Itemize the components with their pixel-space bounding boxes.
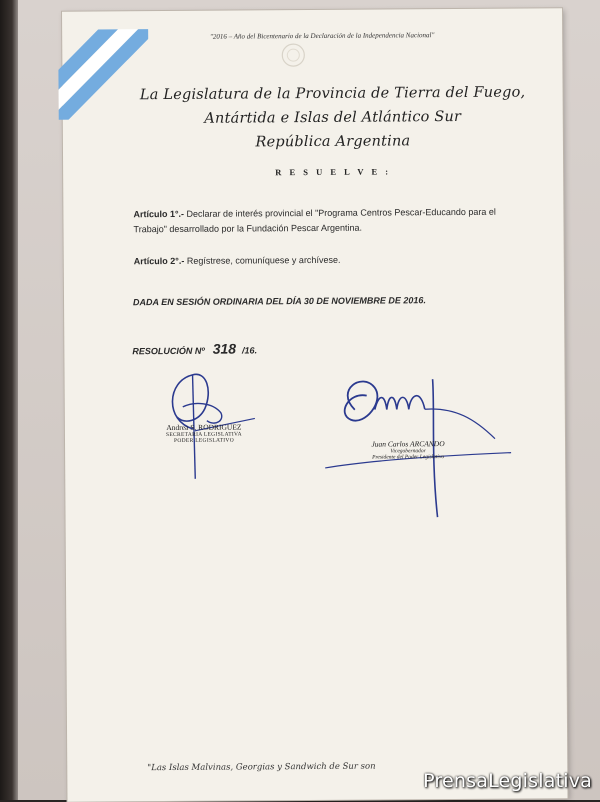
resolution-number: 318 xyxy=(212,340,237,357)
article-2 xyxy=(134,252,514,270)
signatory-left-title1: SECRETARIA LEGISLATIVA xyxy=(165,431,242,439)
seal-watermark-icon xyxy=(280,42,306,68)
article-1-label: Artículo 1°.- xyxy=(133,208,185,220)
document-page xyxy=(62,8,568,801)
resuelve-heading: R E S U E L V E : xyxy=(275,166,392,178)
signatory-right-name: Juan Carlos ARCANDO xyxy=(371,439,445,449)
resolution-year: /16. xyxy=(241,345,258,356)
signatory-left xyxy=(139,422,269,444)
signature-left-icon xyxy=(154,360,275,481)
signatory-right-title1: Vicegobernador xyxy=(390,448,426,455)
header-line-3: República Argentina xyxy=(255,133,411,151)
resolution-label: RESOLUCIÓN Nº xyxy=(132,345,205,357)
article-2-text: Regístrese, comuníquese y archívese. xyxy=(184,254,341,266)
header-line-2: Antártida e Islas del Atlántico Sur xyxy=(204,108,462,127)
resolution-number-row xyxy=(132,339,432,359)
article-1-text: Declarar de interés provincial el "Programa Centros Pescar-Educando para el Trabajo" desarrollado por la Fundación Pescar Argentina. xyxy=(133,206,496,235)
signatory-left-title2: PODER LEGISLATIVO xyxy=(174,437,234,444)
signatory-right-title2: Presidente del Poder Legislativo xyxy=(372,454,445,461)
argentine-flag-ribbon-icon xyxy=(58,29,149,120)
article-1 xyxy=(133,205,513,238)
header-line-1: La Legislatura de la Provincia de Tierra del Fuego, xyxy=(139,84,526,104)
year-motto: "2016 – Año del Bicentenario de la Declaración de la Independencia Nacional" xyxy=(209,31,435,41)
signatory-left-name: Andrea S. RODRIGUEZ xyxy=(166,422,242,433)
article-2-label: Artículo 2°.- xyxy=(133,255,185,267)
footer-motto: "Las Islas Malvinas, Georgias y Sandwich de Sur son xyxy=(147,761,376,774)
prensa-legislativa-watermark: PrensaLegislativa xyxy=(423,770,592,792)
signatory-right xyxy=(333,439,483,461)
session-date-line: DADA EN SESIÓN ORDINARIA DEL DÍA 30 DE NOVIEMBRE DE 2016. xyxy=(133,295,426,308)
